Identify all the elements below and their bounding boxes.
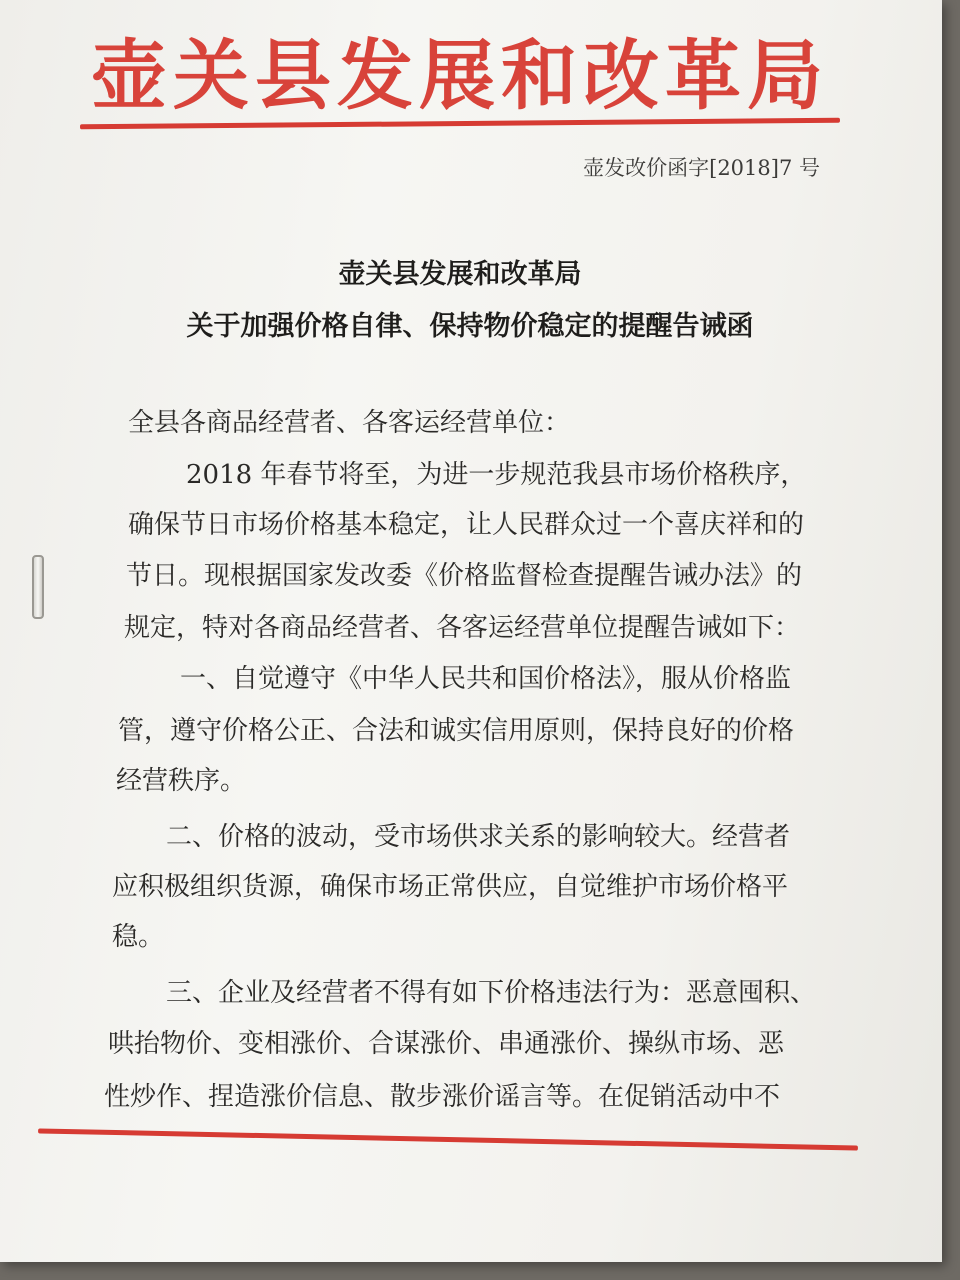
body-line: 一、自觉遵守《中华人民共和国价格法》，服从价格监 [180, 664, 792, 694]
body-line: 三、企业及经营者不得有如下价格违法行为：恶意囤积、 [166, 978, 817, 1008]
body-line: 稳。 [112, 922, 165, 952]
body-line: 二、价格的波动，受市场供求关系的影响较大。经营者 [166, 822, 791, 852]
body-line: 规定，特对各商品经营者、各客运经营单位提醒告诫如下： [124, 613, 801, 643]
body-line: 2018 年春节将至，为进一步规范我县市场价格秩序， [186, 460, 807, 490]
document-number: 壶发改价函字[2018]7 号 [583, 156, 820, 180]
body-line: 确保节日市场价格基本稳定，让人民群众过一个喜庆祥和的 [128, 510, 805, 540]
body-line: 节日。现根据国家发改委《价格监督检查提醒告诫办法》的 [126, 561, 803, 591]
body-line: 性炒作、捏造涨价信息、散步涨价谣言等。在促销活动中不 [104, 1082, 781, 1112]
staple-mark [32, 555, 44, 619]
document-title-line-1: 壶关县发展和改革局 [338, 259, 582, 290]
body-line: 应积极组织货源，确保市场正常供应，自觉维护市场价格平 [112, 872, 789, 902]
footer-red-rule [38, 1128, 858, 1150]
body-line: 管，遵守价格公正、合法和诚实信用原则，保持良好的价格 [118, 716, 795, 746]
body-line: 经营秩序。 [116, 766, 247, 796]
org-letterhead-title: 壶关县发展和改革局 [91, 31, 829, 120]
document-title-line-2: 关于加强价格自律、保持物价稳定的提醒告诫函 [186, 311, 754, 342]
salutation: 全县各商品经营者、各客运经营单位： [128, 408, 571, 438]
body-line: 哄抬物价、变相涨价、合谋涨价、串通涨价、操纵市场、恶 [108, 1029, 785, 1059]
